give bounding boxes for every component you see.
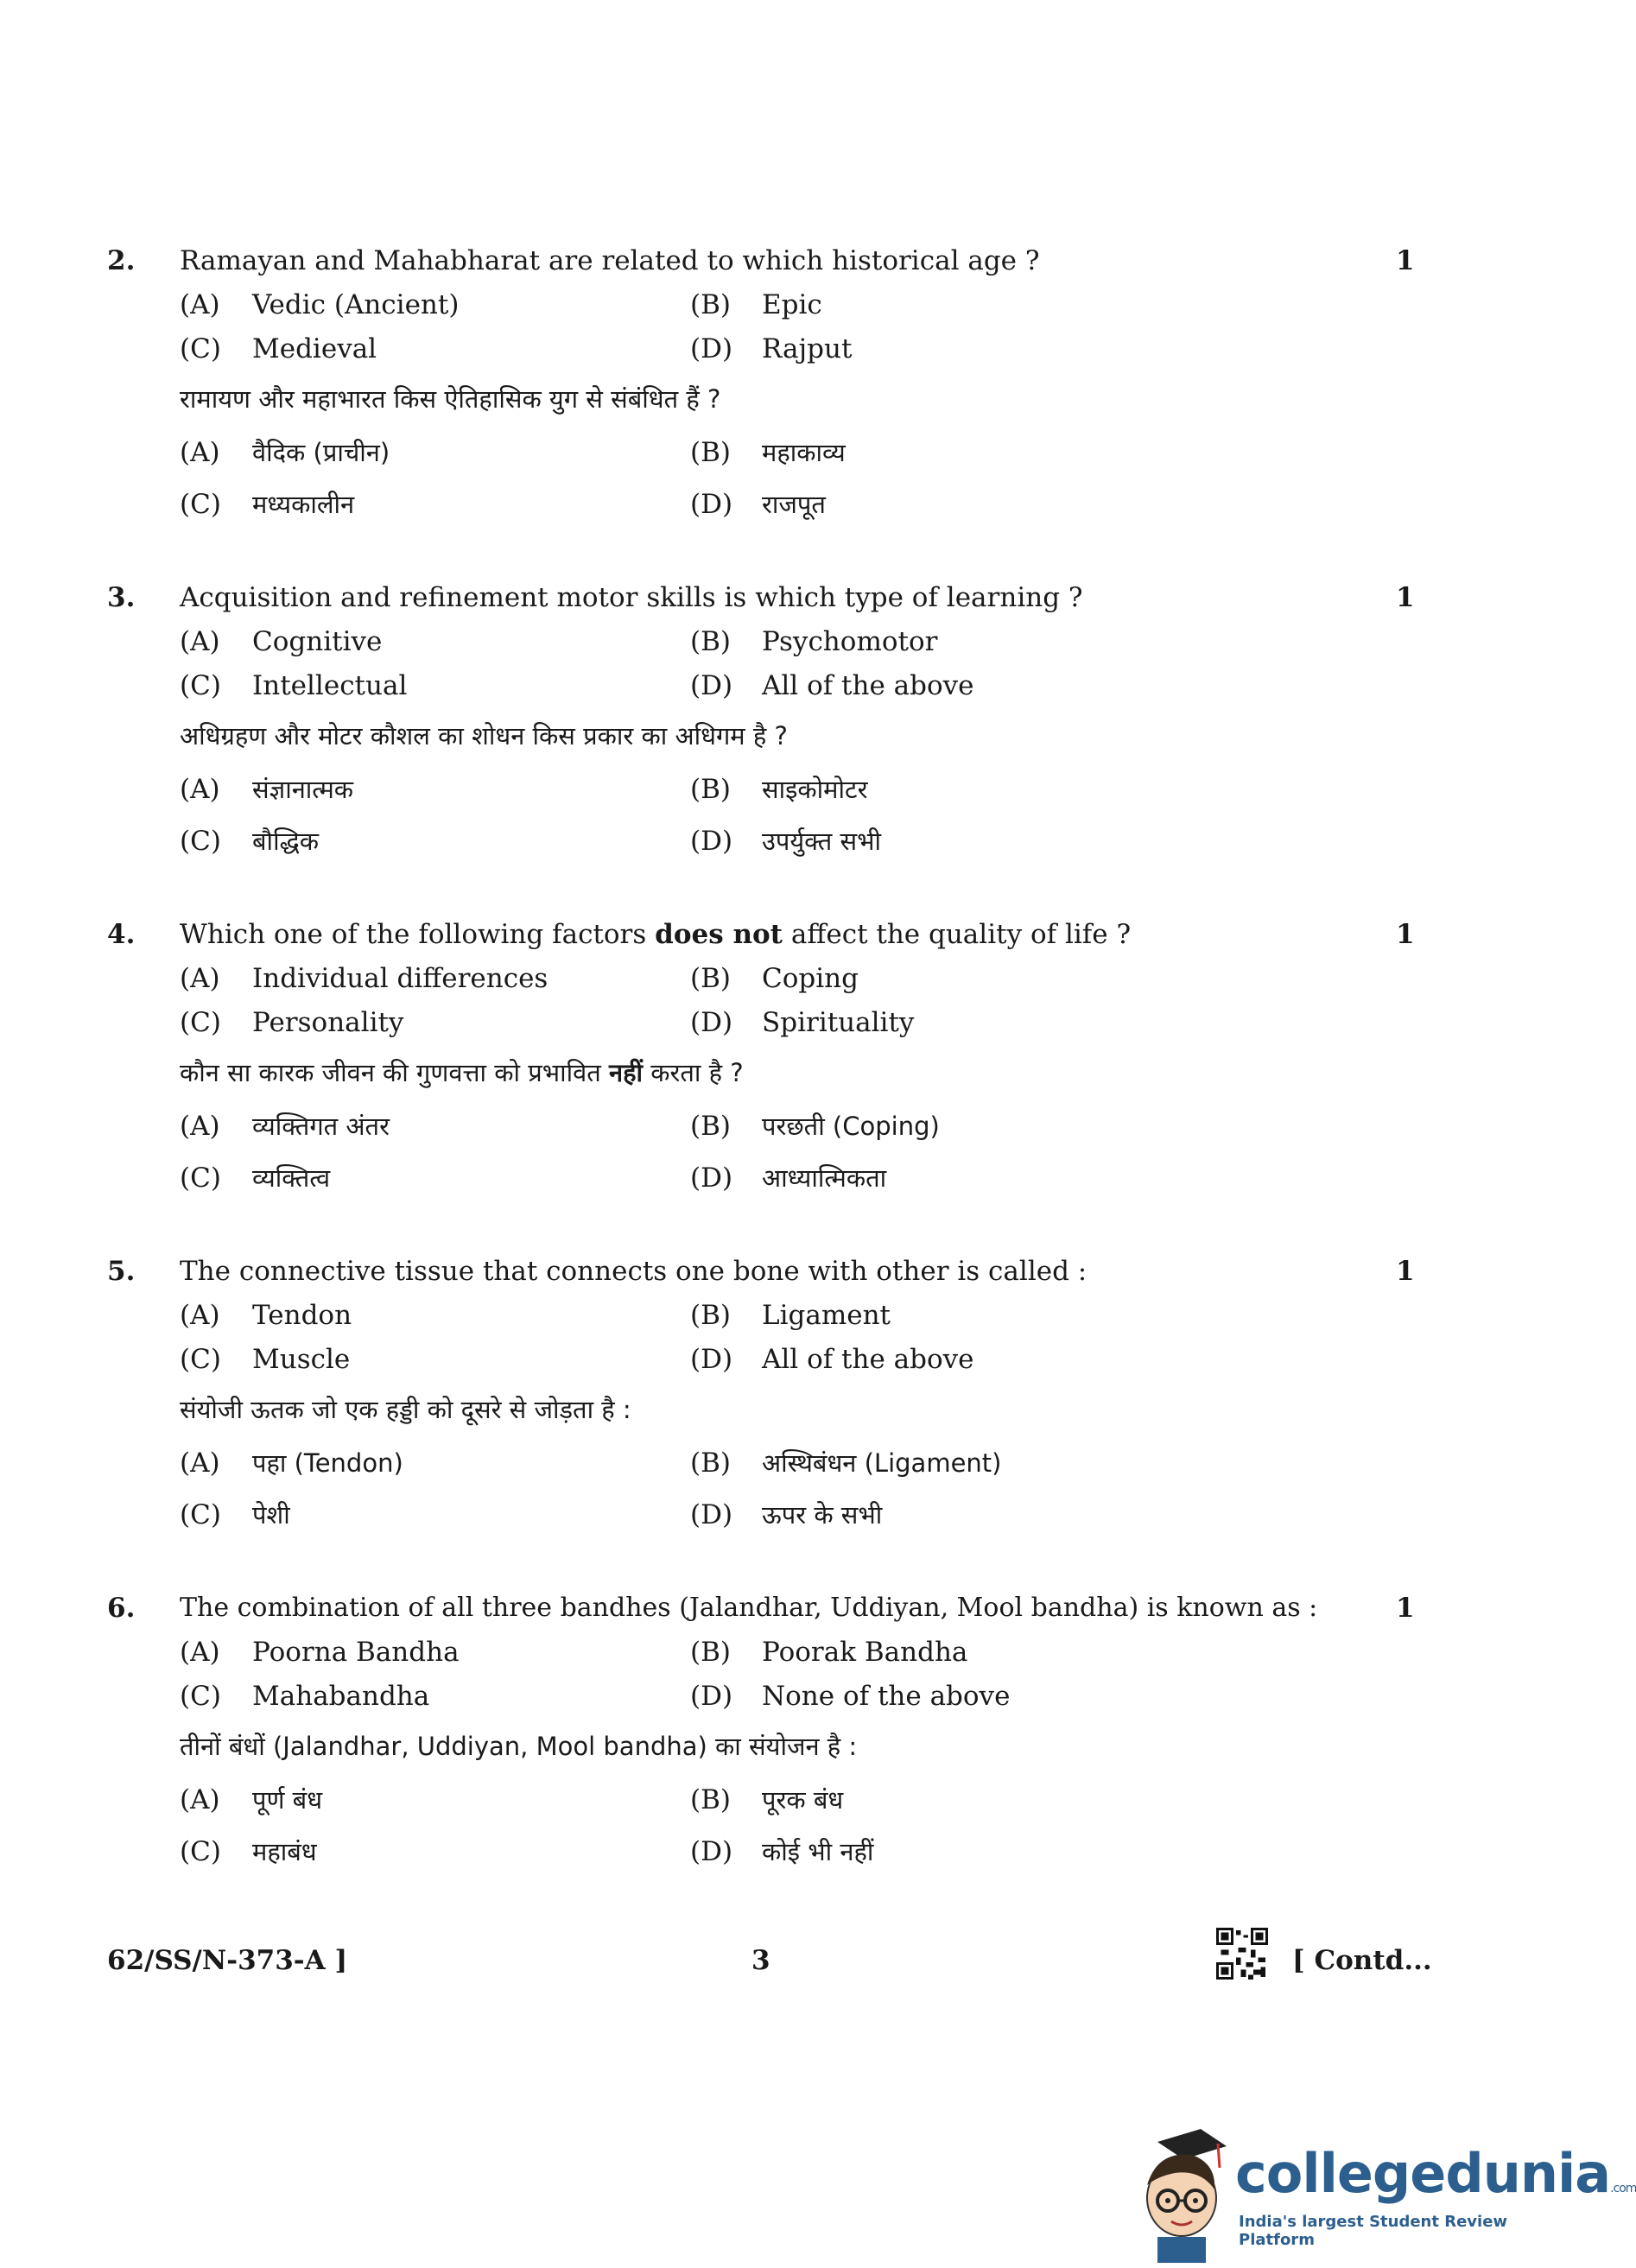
option-key: (A) — [180, 963, 220, 994]
option-text: Personality — [252, 1007, 404, 1038]
question-number: 5. — [107, 1256, 136, 1287]
option-text-hi: अस्थिबंधन (Ligament) — [762, 1448, 1002, 1478]
question-marks: 1 — [1396, 582, 1415, 613]
option-text-hi: वैदिक (प्राचीन) — [252, 438, 390, 467]
option-text-hi: ऊपर के सभी — [762, 1500, 883, 1530]
option-text-hi: राजपूत — [762, 490, 826, 519]
option-key: (C) — [180, 1007, 221, 1038]
question-text-en: The combination of all three bandhes (Jalandhar, Uddiyan, Mool bandha) is known as : — [180, 1593, 1318, 1623]
question-text-part: कौन सा कारक जीवन की गुणवत्ता को प्रभावित — [180, 1058, 610, 1087]
question-number: 2. — [107, 245, 136, 276]
option-key: (B) — [690, 626, 731, 657]
option-key: (D) — [690, 826, 733, 857]
option-key: (C) — [180, 1344, 221, 1375]
option-key: (B) — [690, 1784, 731, 1815]
collegedunia-watermark — [1123, 2116, 1636, 2263]
paper-code: 62/SS/N-373-A ] — [107, 1945, 348, 1976]
question-text-en: The connective tissue that connects one bone with other is called : — [180, 1256, 1087, 1287]
question-text-hi: तीनों बंधों (Jalandhar, Uddiyan, Mool bandha) का संयोजन है : — [180, 1732, 858, 1761]
question-text-part: affect the quality of life ? — [783, 919, 1132, 950]
question-number: 3. — [107, 582, 136, 613]
option-text: All of the above — [762, 1344, 974, 1375]
option-text: Spirituality — [762, 1007, 915, 1038]
option-text: Tendon — [252, 1300, 352, 1331]
option-text: Individual differences — [252, 963, 549, 994]
question-text-hi — [180, 1055, 744, 1090]
option-key: (C) — [180, 333, 221, 364]
option-text-hi: पूर्ण बंध — [252, 1785, 323, 1815]
option-text-hi: व्यक्तित्व — [252, 1163, 331, 1193]
option-key: (D) — [690, 489, 733, 520]
option-text: Cognitive — [252, 626, 383, 657]
option-text-hi: मध्यकालीन — [252, 490, 355, 519]
option-text: Poorak Bandha — [762, 1637, 968, 1668]
question-number: 4. — [107, 919, 136, 950]
option-text-hi: पहा (Tendon) — [252, 1448, 403, 1478]
option-text: Coping — [762, 963, 859, 994]
option-key: (C) — [180, 1836, 221, 1867]
option-text-hi: बौद्धिक — [252, 827, 320, 856]
page-number: 3 — [751, 1945, 770, 1976]
option-text: Muscle — [252, 1344, 351, 1375]
option-key: (C) — [180, 489, 221, 520]
option-text: Vedic (Ancient) — [252, 289, 460, 320]
option-text: Intellectual — [252, 670, 408, 701]
option-key: (B) — [690, 1111, 731, 1142]
brand-tagline: India's largest Student Review Platform — [1239, 2213, 1508, 2249]
option-key: (A) — [180, 1637, 220, 1668]
option-text-hi: उपर्युक्त सभी — [762, 827, 881, 856]
option-key: (A) — [180, 1111, 220, 1142]
question-text-en — [180, 917, 1131, 952]
question-number: 6. — [107, 1593, 136, 1624]
option-text-hi: परछती (Coping) — [762, 1112, 940, 1141]
option-key: (A) — [180, 437, 220, 468]
option-key: (D) — [690, 1499, 733, 1530]
question-text-part: करता है ? — [643, 1058, 744, 1087]
option-key: (D) — [690, 1681, 733, 1712]
option-key: (A) — [180, 1300, 220, 1331]
option-key: (B) — [690, 289, 731, 320]
option-key: (C) — [180, 1681, 221, 1712]
option-key: (B) — [690, 774, 731, 805]
question-text-hi: अधिग्रहण और मोटर कौशल का शोधन किस प्रकार का अधिगम है ? — [180, 721, 788, 751]
question-marks: 1 — [1396, 919, 1415, 950]
brand-name — [1235, 2142, 1636, 2205]
option-text-hi: कोई भी नहीं — [762, 1837, 874, 1866]
option-key: (A) — [180, 289, 220, 320]
option-text-hi: साइकोमोटर — [762, 775, 868, 804]
option-key: (D) — [690, 1163, 733, 1194]
option-text: Medieval — [252, 333, 377, 364]
option-key: (B) — [690, 1637, 731, 1668]
question-marks: 1 — [1396, 1256, 1415, 1287]
option-key: (A) — [180, 774, 220, 805]
qr-code-icon — [1216, 1928, 1268, 1980]
brand-tld: .com — [1610, 2182, 1636, 2195]
question-marks: 1 — [1396, 245, 1415, 276]
question-text-emphasis: नहीं — [609, 1058, 644, 1087]
question-text-en: Ramayan and Mahabharat are related to which historical age ? — [180, 245, 1040, 276]
option-text: Poorna Bandha — [252, 1637, 460, 1668]
option-text-hi: आध्यात्मिकता — [762, 1163, 887, 1193]
option-text: Epic — [762, 289, 822, 320]
option-key: (D) — [690, 1344, 733, 1375]
student-mascot-icon — [1123, 2116, 1235, 2263]
question-text-emphasis: does not — [655, 919, 783, 950]
option-text-hi: महाबंध — [252, 1837, 317, 1866]
option-text-hi: महाकाव्य — [762, 438, 846, 467]
continued-label: [ Contd... — [1292, 1945, 1432, 1976]
option-key: (C) — [180, 1499, 221, 1530]
question-text-en: Acquisition and refinement motor skills is which type of learning ? — [180, 582, 1083, 613]
option-key: (C) — [180, 1163, 221, 1194]
option-text-hi: पूरक बंध — [762, 1785, 844, 1815]
option-key: (C) — [180, 826, 221, 857]
option-text-hi: संज्ञानात्मक — [252, 775, 354, 804]
option-key: (B) — [690, 963, 731, 994]
question-marks: 1 — [1396, 1593, 1415, 1624]
option-text: None of the above — [762, 1681, 1011, 1712]
option-key: (D) — [690, 1007, 733, 1038]
option-key: (D) — [690, 670, 733, 701]
option-text: Ligament — [762, 1300, 891, 1331]
option-text: Rajput — [762, 333, 853, 364]
question-text-hi: रामायण और महाभारत किस ऐतिहासिक युग से संबंधित हैं ? — [180, 384, 721, 414]
question-text-part: Which one of the following factors — [180, 919, 656, 950]
option-key: (A) — [180, 1784, 220, 1815]
option-text: Psychomotor — [762, 626, 938, 657]
option-key: (B) — [690, 1300, 731, 1331]
option-text-hi: व्यक्तिगत अंतर — [252, 1112, 390, 1141]
option-key: (C) — [180, 670, 221, 701]
question-text-hi: संयोजी ऊतक जो एक हड्डी को दूसरे से जोड़ता है : — [180, 1395, 631, 1424]
option-key: (D) — [690, 333, 733, 364]
option-key: (B) — [690, 1448, 731, 1479]
option-key: (D) — [690, 1836, 733, 1867]
option-text-hi: पेशी — [252, 1500, 290, 1530]
option-text: Mahabandha — [252, 1681, 430, 1712]
option-key: (B) — [690, 437, 731, 468]
option-key: (A) — [180, 1448, 220, 1479]
page-footer — [0, 1945, 1542, 1988]
brand-text: collegedunia — [1235, 2142, 1611, 2205]
option-key: (A) — [180, 626, 220, 657]
option-text: All of the above — [762, 670, 974, 701]
